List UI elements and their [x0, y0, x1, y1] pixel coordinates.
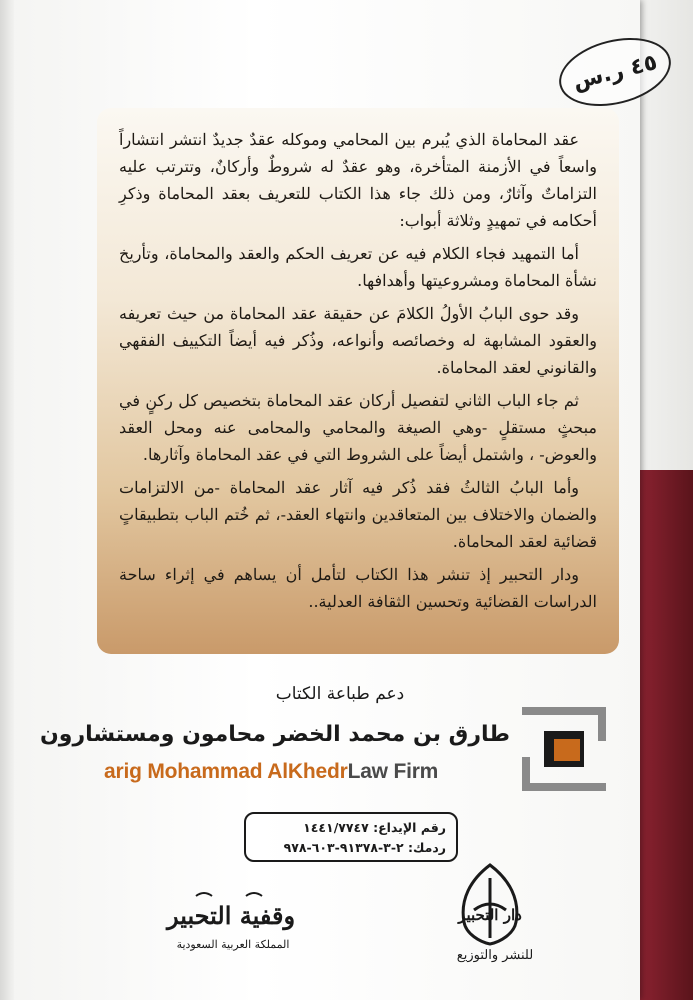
waqf-logo-text: وقفية التحبير: [166, 901, 296, 930]
blurb-paragraph: وقد حوى البابُ الأولُ الكلامَ عن حقيقة عقد المحاماة من حيث تعريفه والعقود المشابهة له وخصائصه وأنواعه، وذُكر فيه أيضاً التكييف الفقهي والقانوني لعقد المحاماة.: [119, 304, 597, 377]
blurb-paragraph: عقد المحاماة الذي يُبرم بين المحامي وموكله عقدٌ جديدٌ انتشر انتشاراً واسعاً في الأزمنة المتأخرة، وهو عقدٌ له شروطٌ وأركانٌ، وتترتب عليه التزاماتٌ وآثارٌ، ومن ذلك جاء هذا الكتاب للتعريف بعقد المحاماة وذكرِ أحكامه في تمهيدٍ وثلاثة أبواب:: [119, 130, 597, 230]
blurb-paragraph: ودار التحبير إذ تنشر هذا الكتاب لتأمل أن يساهم في إثراء ساحة الدراسات القضائية وتحسين الثقافة العدلية..: [119, 565, 597, 611]
waqf-logo-icon: [166, 890, 296, 936]
sponsor-label: دعم طباعة الكتاب: [275, 684, 405, 704]
blurb-panel: [97, 108, 619, 654]
spine-edge: [0, 0, 14, 1000]
isbn-number: ردمك: ٢-٣-٩١٣٧٨-٦٠٣-٩٧٨: [283, 840, 446, 855]
firm-name-english-main: arig Mohammad AlKhedr: [104, 760, 348, 783]
deposit-number: رقم الإيداع: ١٤٤١/٧٧٤٧: [303, 820, 446, 835]
publisher-logo-text: دار التحبير: [458, 906, 522, 924]
publisher-subtitle: للنشر والتوزيع: [456, 948, 534, 963]
right-maroon-band: [640, 0, 693, 1000]
blurb-paragraph: أما التمهيد فجاء الكلام فيه عن تعريف الحكم والعقد والمحاماة، وتأريخ نشأة المحاماة ومشروعيتها وأهدافها.: [119, 244, 597, 290]
firm-name-english: [104, 760, 514, 784]
blurb-paragraph: ثم جاء الباب الثاني لتفصيل أركان عقد المحاماة بتخصيص كل ركنٍ في مبحثٍ مستقلٍ -وهي الصيغة والمحامي والمحامى عنه ومحل العقد والعوض- ، واشتمل أيضاً على الشروط التي في عقد المحاماة وآثارها.: [119, 391, 597, 464]
law-firm-logo-icon: [522, 707, 606, 791]
firm-name-english-suffix: Law Firm: [347, 760, 439, 783]
firm-name-arabic: طارق بن محمد الخضر محامون ومستشارون: [40, 722, 510, 747]
isbn-box: [244, 812, 458, 862]
waqf-subtitle: المملكة العربية السعودية: [176, 938, 290, 951]
blurb-paragraph: وأما البابُ الثالثُ فقد ذُكر فيه آثار عقد المحاماة -من الالتزامات والضمان والاختلاف بين المتعاقدين وانتهاء العقد-، ثم خُتم الباب بتطبيقاتٍ قضائية لعقد المحاماة.: [119, 478, 597, 551]
price-stamp: ٤٥ ر.س: [552, 27, 678, 117]
